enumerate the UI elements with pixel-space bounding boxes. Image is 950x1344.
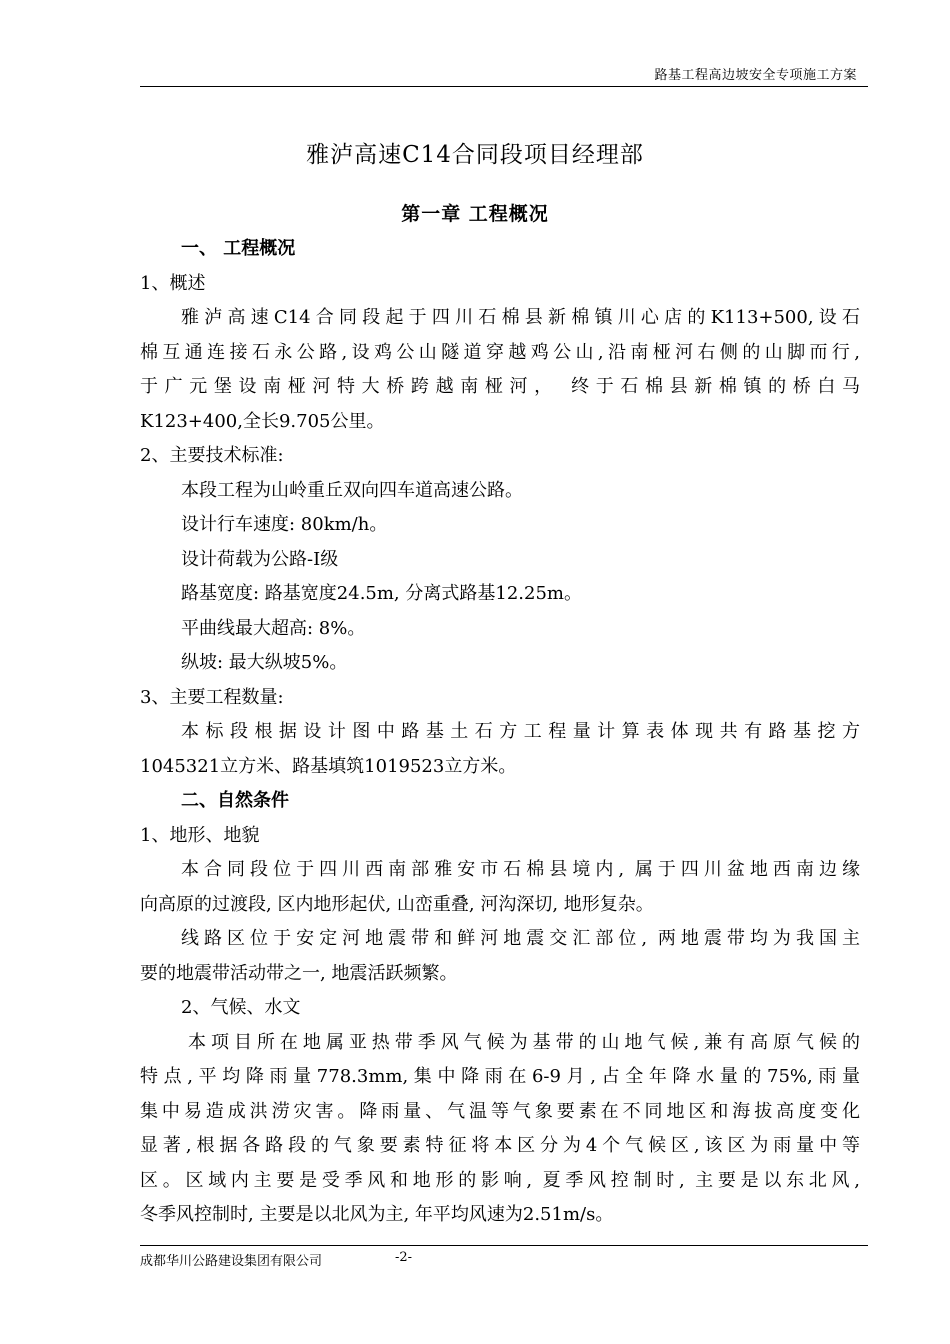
paragraph-line: 区。区域内主要是受季风和地形的影响, 夏季风控制时, 主要是以东北风, [140, 1169, 860, 1191]
paragraph-line: 1045321立方米、路基填筑1019523立方米。 [140, 755, 517, 777]
paragraph-line: 本标段根据设计图中路基土石方工程量计算表体现共有路基挖方 [181, 721, 860, 742]
paragraph-line: 向高原的过渡段, 区内地形起伏, 山峦重叠, 河沟深切, 地形复杂。 [140, 893, 654, 915]
header-text: 路基工程高边坡安全专项施工方案 [654, 68, 857, 83]
page-number: -2- [395, 1250, 413, 1265]
paragraph-line: 设计行车速度: 80km/h。 [181, 514, 388, 535]
document-body [140, 232, 860, 1233]
paragraph-line: 雅泸高速C14合同段起于四川石棉县新棉镇川心店的K113+500,设石 [181, 307, 860, 328]
header-rule [140, 86, 868, 87]
page-title: 雅泸高速C14合同段项目经理部 [306, 142, 644, 168]
paragraph-line: 3、主要工程数量: [140, 686, 284, 708]
footer-rule [140, 1245, 868, 1246]
paragraph-line: 显著,根据各路段的气象要素特征将本区分为4个气候区,该区为雨量中等 [140, 1135, 860, 1156]
paragraph-line: 线路区位于安定河地震带和鲜河地震交汇部位, 两地震带均为我国主 [181, 928, 860, 949]
paragraph-line: 集中易造成洪涝灾害。降雨量、气温等气象要素在不同地区和海拔高度变化 [140, 1100, 860, 1122]
paragraph-line: 本合同段位于四川西南部雅安市石棉县境内, 属于四川盆地西南边缘 [181, 859, 860, 880]
paragraph-line: 要的地震带活动带之一, 地震活跃频繁。 [140, 962, 458, 984]
paragraph-line: 冬季风控制时, 主要是以北风为主, 年平均风速为2.51m/s。 [140, 1204, 614, 1225]
paragraph-line: 于广元堡设南桠河特大桥跨越南桠河， 终于石棉县新棉镇的桥白马 [140, 376, 860, 397]
chapter-heading: 第一章 工程概况 [401, 203, 549, 225]
paragraph-line: 棉互通连接石永公路,设鸡公山隧道穿越鸡公山,沿南桠河右侧的山脚而行, [140, 341, 860, 363]
paragraph-line: 1、地形、地貌 [140, 824, 260, 846]
paragraph-line: 路基宽度: 路基宽度24.5m, 分离式路基12.25m。 [181, 583, 582, 604]
paragraph-line: 2、主要技术标准: [140, 445, 284, 466]
paragraph-line: 1、概述 [140, 272, 206, 294]
paragraph-line: 本段工程为山岭重丘双向四车道高速公路。 [181, 479, 523, 501]
paragraph-line: 本项目所在地属亚热带季风气候为基带的山地气候,兼有高原气候的 [188, 1031, 860, 1053]
paragraph-line: 设计荷载为公路-Ⅰ级 [181, 548, 339, 570]
paragraph-line: 平曲线最大超高: 8%。 [181, 617, 366, 639]
paragraph-line: 2、气候、水文 [181, 997, 301, 1018]
paragraph-line: 纵坡: 最大纵坡5%。 [181, 652, 348, 673]
paragraph-line: 特点,平均降雨量778.3mm,集中降雨在6-9月,占全年降水量的75%,雨量 [140, 1066, 860, 1087]
section-heading: 一、 工程概况 [181, 238, 296, 259]
footer-company: 成都华川公路建设集团有限公司 [140, 1254, 323, 1269]
paragraph-line: K123+400,全长9.705公里。 [140, 410, 385, 432]
section-heading: 二、自然条件 [181, 790, 289, 811]
